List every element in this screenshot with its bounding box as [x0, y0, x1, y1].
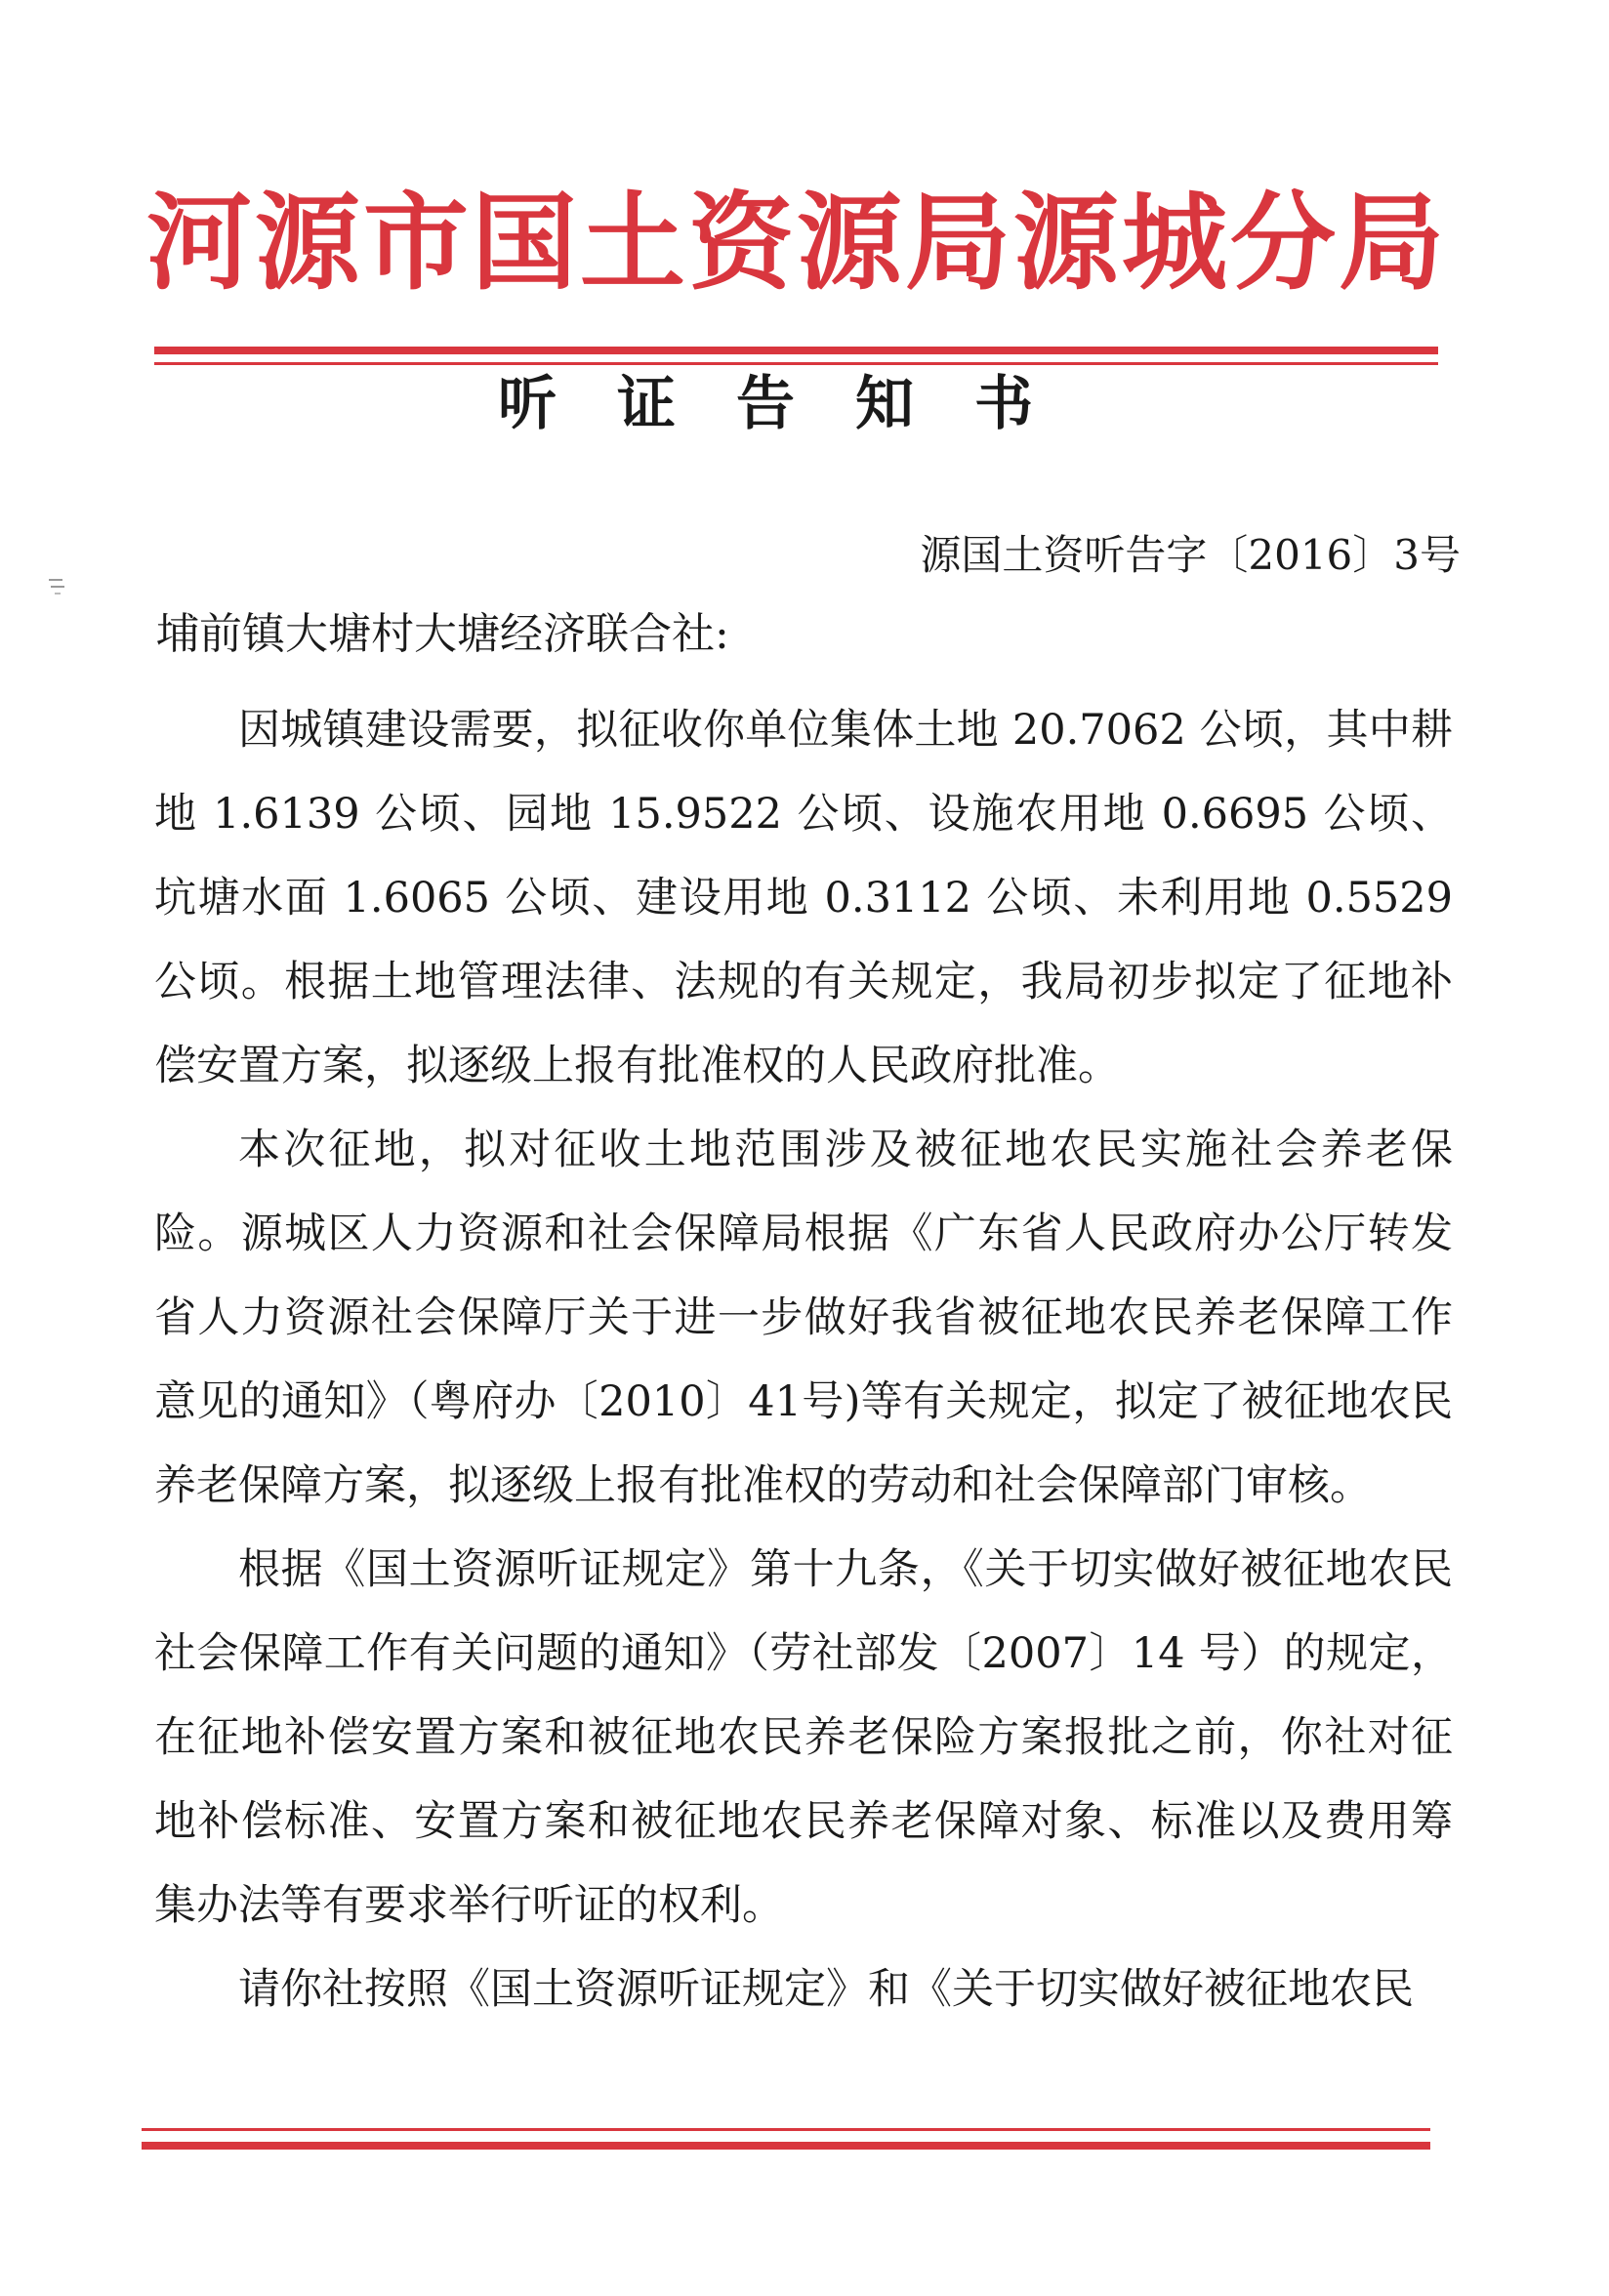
footer-rule-thick — [142, 2142, 1430, 2150]
letterhead-org-name: 河源市国土资源局源城分局 — [146, 182, 1448, 305]
footer-rule-thin — [142, 2128, 1430, 2131]
document-body — [154, 688, 1453, 2031]
addressee: 埔前镇大塘村大塘经济联合社: — [156, 609, 729, 659]
letterhead-rule-thick — [154, 347, 1438, 354]
document-number: 源国土资听告字〔2016〕3号 — [920, 531, 1461, 579]
paragraph-1: 因城镇建设需要，拟征收你单位集体土地 20.7062 公顷，其中耕地 1.6139 公顷、园地 15.9522 公顷、设施农用地 0.6695 公顷、坑塘水面 1.6065 公顷、建设用地 0.3112 公顷、未利用地 0.5529 公顷。根据土地管理法律、法规的有关规定，我局初步拟定了征地补偿安置方案，拟逐级上报有批准权的人民政府批准。 — [154, 706, 1453, 1090]
paragraph-4: 请你社按照《国土资源听证规定》和《关于切实做好被征地农民 — [238, 1965, 1414, 2014]
paragraph-2: 本次征地，拟对征收土地范围涉及被征地农民实施社会养老保险。源城区人力资源和社会保障局根据《广东省人民政府办公厅转发省人力资源社会保障厅关于进一步做好我省被征地农民养老保障工作意见的通知》（粤府办〔2010〕41号)等有关规定，拟定了被征地农民养老保障方案，拟逐级上报有批准权的劳动和社会保障部门审核。 — [154, 1126, 1453, 1510]
margin-mark — [47, 574, 68, 599]
letterhead-rule-thin — [154, 362, 1438, 365]
document-title: 听证告知书 — [498, 370, 1093, 438]
paragraph-3: 根据《国土资源听证规定》第十九条，《关于切实做好被征地农民社会保障工作有关问题的通知》（劳社部发〔2007〕14 号）的规定，在征地补偿安置方案和被征地农民养老保险方案报批之前，你社对征地补偿标准、安置方案和被征地农民养老保障对象、标准以及费用筹集办法等有要求举行听证的权利。 — [154, 1545, 1453, 1930]
